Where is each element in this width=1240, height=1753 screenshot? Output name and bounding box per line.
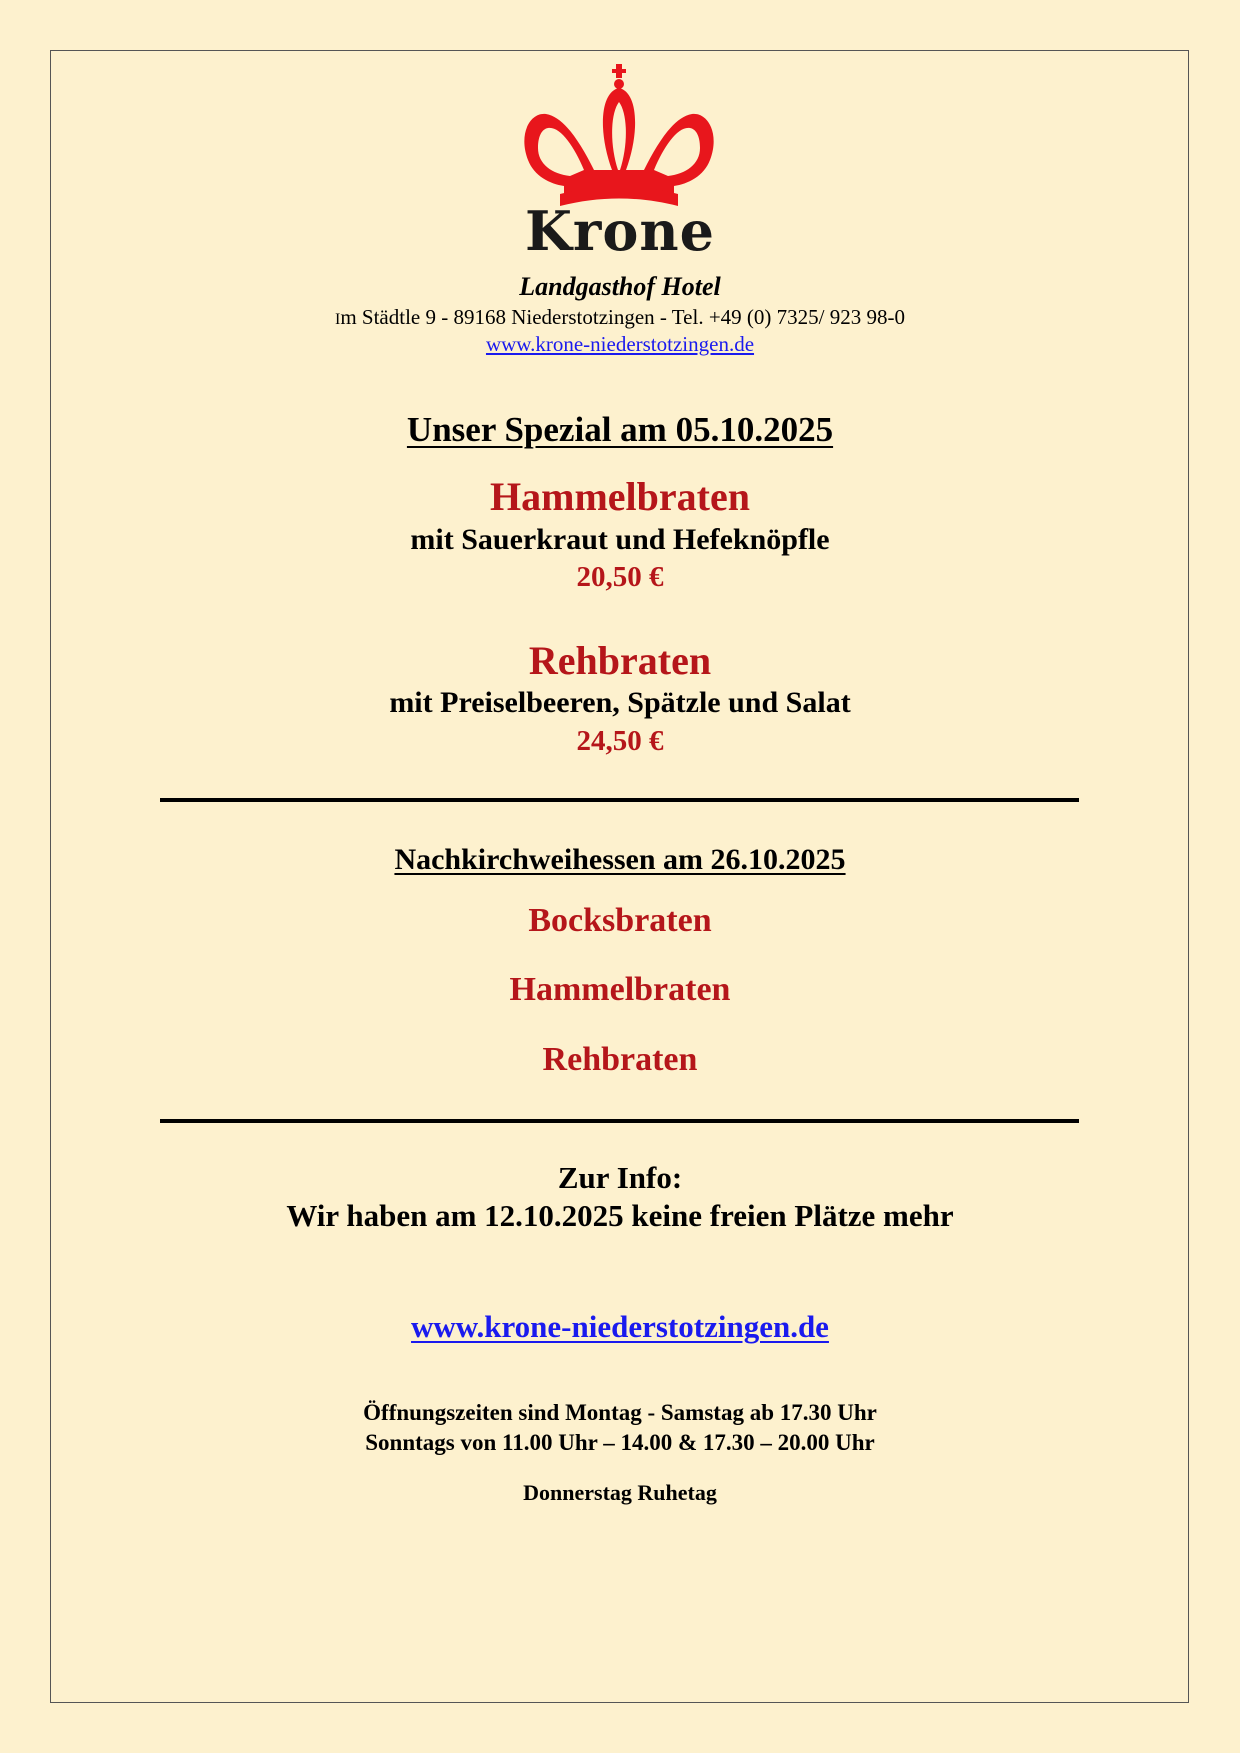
hotel-subtitle: Landgasthof Hotel xyxy=(519,272,721,301)
website-link-bottom[interactable] xyxy=(0,1309,1240,1345)
dish-name: Hammelbraten xyxy=(490,474,750,519)
opening-hours-sunday: Sonntags von 11.00 Uhr – 14.00 & 17.30 – 20.00 Uhr xyxy=(365,1430,875,1455)
dish-description: mit Preiselbeeren, Spätzle und Salat xyxy=(389,686,851,719)
address-initial: I xyxy=(335,311,341,328)
special-heading: Unser Spezial am 05.10.2025 xyxy=(406,410,834,449)
info-text: Wir haben am 12.10.2025 keine freien Plätze mehr xyxy=(286,1198,954,1233)
kirchweih-item: Rehbraten xyxy=(542,1041,698,1078)
krone-logo xyxy=(520,62,720,262)
crown-icon xyxy=(524,64,713,206)
dish-price: 20,50 € xyxy=(576,561,664,593)
kirchweih-item: Bocksbraten xyxy=(528,902,712,939)
info-title: Zur Info: xyxy=(557,1160,683,1195)
section-divider xyxy=(160,1119,1079,1123)
section-divider xyxy=(160,798,1079,802)
logo-wordmark: Krone xyxy=(524,199,716,262)
website-link-bottom-text[interactable]: www.krone-niederstotzingen.de xyxy=(411,1309,829,1344)
website-link-top[interactable] xyxy=(0,332,1240,357)
kirchweih-item: Hammelbraten xyxy=(509,971,731,1008)
dish-name: Rehbraten xyxy=(528,638,712,683)
opening-hours-weekdays: Öffnungszeiten sind Montag - Samstag ab 17.30 Uhr xyxy=(363,1400,877,1425)
hotel-address xyxy=(0,305,1240,330)
closed-day: Donnerstag Ruhetag xyxy=(523,1480,717,1505)
dish-description: mit Sauerkraut und Hefeknöpfle xyxy=(410,523,830,556)
kirchweih-heading: Nachkirchweihessen am 26.10.2025 xyxy=(394,843,846,876)
website-link-top-text[interactable]: www.krone-niederstotzingen.de xyxy=(485,332,755,356)
address-text: m Städtle 9 - 89168 Niederstotzingen - Tel. +49 (0) 7325/ 923 98-0 xyxy=(340,305,905,329)
dish-price: 24,50 € xyxy=(576,725,664,757)
